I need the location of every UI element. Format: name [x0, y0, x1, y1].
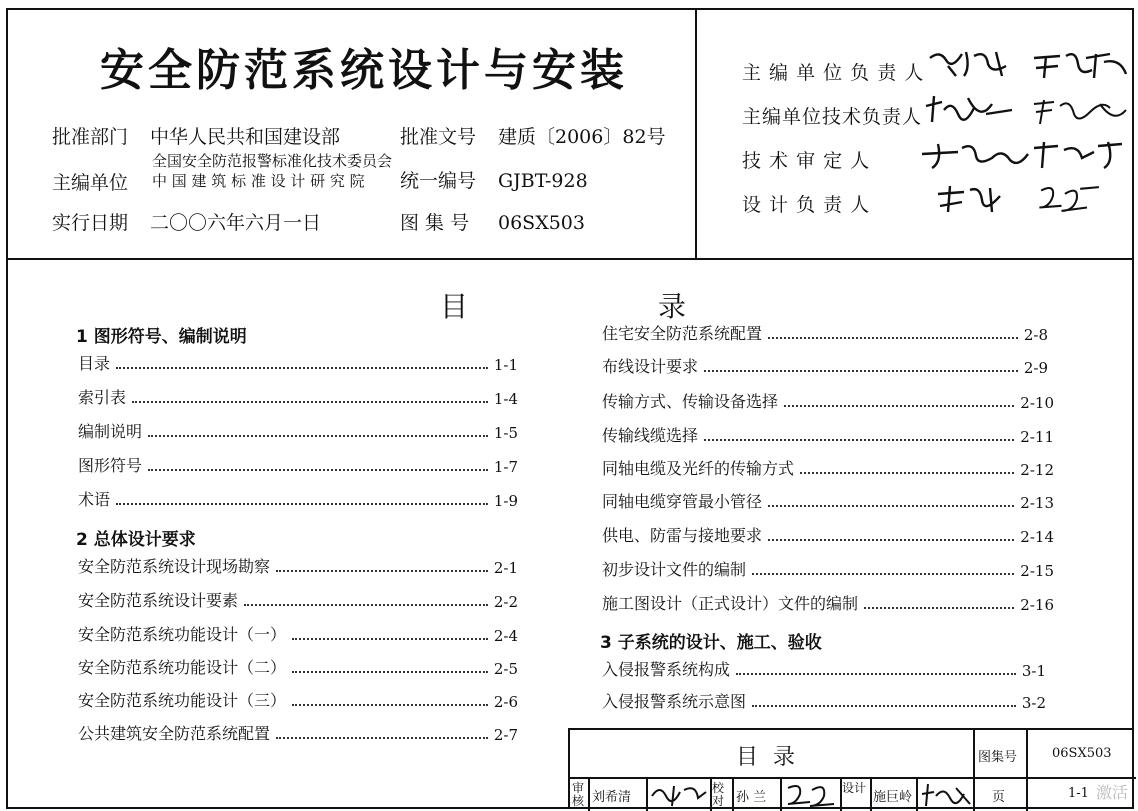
check-signature — [784, 780, 838, 808]
toc-item-page: 1-4 — [493, 390, 518, 408]
title-block-review-name: 刘希清 — [592, 790, 632, 805]
toc-item[interactable] — [602, 490, 1054, 512]
toc-item[interactable] — [78, 689, 518, 711]
toc-item-title: 安全防范系统功能设计（一） — [78, 625, 287, 644]
title-block-vdivider — [646, 777, 648, 811]
toc-item-title: 施工图设计（正式设计）文件的编制 — [602, 594, 859, 613]
toc-leader — [148, 435, 488, 437]
toc-item-title: 入侵报警系统构成 — [602, 660, 731, 679]
toc-item-title: 入侵报警系统示意图 — [602, 692, 747, 711]
toc-item-title: 图形符号 — [78, 456, 143, 475]
toc-item-page: 3-1 — [1021, 662, 1046, 680]
atlas-no-value: 06SX503 — [498, 212, 585, 234]
toc-item-page: 2-1 — [493, 559, 518, 577]
responsible-chief-unit-head: 主 编 单 位 负 责 人 — [742, 62, 925, 84]
atlas-no — [400, 208, 585, 235]
toc-heading-left: 目 — [440, 290, 469, 323]
title-block-page-no: 1-1 — [1068, 786, 1089, 801]
toc-leader — [292, 638, 488, 640]
toc-item[interactable] — [78, 555, 518, 577]
toc-item-title: 安全防范系统功能设计（三） — [78, 691, 287, 710]
title-block-vdivider — [588, 777, 590, 811]
toc-item[interactable] — [602, 524, 1054, 546]
toc-leader — [292, 704, 488, 706]
title-block-vdivider — [780, 777, 782, 811]
toc-item-title: 索引表 — [78, 388, 127, 407]
toc-item-page: 3-2 — [1021, 694, 1046, 712]
toc-item-title: 传输方式、传输设备选择 — [602, 392, 779, 411]
toc-item-page: 1-9 — [493, 492, 518, 510]
signature-1b — [1030, 48, 1130, 82]
signature-4b — [1030, 182, 1110, 216]
toc-section-3: 3 子系统的设计、施工、验收 — [600, 633, 822, 653]
editor-unit-label: 主编单位 — [52, 172, 129, 194]
title-block-page-label: 页 — [992, 790, 1006, 805]
toc-leader — [704, 370, 1018, 372]
toc-item[interactable] — [602, 424, 1054, 446]
header-vertical-divider — [695, 8, 697, 259]
toc-item-title: 布线设计要求 — [602, 357, 699, 376]
title-block-vdivider — [732, 777, 734, 811]
toc-leader — [116, 367, 488, 369]
toc-leader — [148, 469, 488, 471]
signature-3 — [918, 138, 1128, 172]
toc-item-title: 目录 — [78, 354, 111, 373]
toc-leader — [736, 673, 1016, 675]
toc-item-page: 2-13 — [1020, 494, 1054, 512]
toc-item[interactable] — [602, 592, 1054, 614]
toc-item-page: 2-9 — [1023, 359, 1048, 377]
title-block-review-label: 审核 — [572, 781, 585, 808]
page-title: 安全防范系统设计与安装 — [100, 45, 628, 96]
signature-2a — [922, 92, 1016, 126]
signature-2b — [1030, 94, 1130, 128]
title-block-check-name: 孙 兰 — [736, 790, 767, 805]
toc-leader — [864, 607, 1014, 609]
toc-item[interactable] — [602, 690, 1046, 712]
toc-leader — [768, 539, 1014, 541]
toc-item-title: 公共建筑安全防范系统配置 — [78, 724, 271, 743]
toc-leader — [768, 337, 1018, 339]
toc-item[interactable] — [78, 386, 518, 408]
atlas-no-label: 图 集 号 — [400, 212, 470, 234]
toc-item-page: 2-12 — [1020, 461, 1054, 479]
toc-leader — [800, 472, 1014, 474]
toc-leader — [116, 503, 488, 505]
toc-leader — [276, 737, 488, 739]
editor-unit-line1: 全国安全防范报警标准化技术委员会 — [152, 152, 393, 170]
design-signature — [920, 780, 972, 808]
effective-date-value: 二〇〇六年六月一日 — [150, 212, 322, 234]
toc-leader — [752, 573, 1014, 575]
title-block-divider — [570, 777, 1136, 779]
toc-item[interactable] — [78, 656, 518, 678]
toc-item-title: 安全防范系统设计现场勘察 — [78, 557, 271, 576]
title-block-atlas-no: 06SX503 — [1052, 746, 1112, 761]
approval-no — [400, 122, 666, 149]
toc-item-title: 术语 — [78, 490, 111, 509]
toc-item-page: 2-10 — [1020, 394, 1054, 412]
title-block-design-name: 施巨岭 — [873, 790, 913, 805]
toc-item-page: 2-5 — [493, 660, 518, 678]
toc-item-page: 2-8 — [1023, 326, 1048, 344]
approval-no-value: 建质〔2006〕82号 — [498, 126, 666, 148]
unified-no-value: GJBT-928 — [498, 170, 588, 192]
toc-item-title: 安全防范系统设计要素 — [78, 591, 239, 610]
unified-no — [400, 166, 588, 193]
responsible-design-head: 设 计 负 责 人 — [742, 194, 871, 216]
responsible-technical-head: 主编单位技术负责人 — [742, 106, 923, 128]
toc-section-2: 2 总体设计要求 — [76, 530, 196, 550]
toc-item-page: 2-15 — [1020, 562, 1054, 580]
watermark-text: 激活 — [1096, 783, 1129, 802]
toc-item[interactable] — [602, 457, 1054, 479]
toc-item[interactable] — [78, 722, 518, 744]
toc-item[interactable] — [602, 390, 1054, 412]
toc-item[interactable] — [78, 589, 518, 611]
title-block-atlas-label: 图集号 — [978, 750, 1018, 765]
toc-item-title: 住宅安全防范系统配置 — [602, 324, 763, 343]
approval-dept — [52, 122, 340, 149]
title-block-vdivider — [973, 730, 975, 811]
toc-item[interactable] — [78, 454, 518, 476]
responsible-technical-reviewer: 技 术 审 定 人 — [742, 150, 871, 172]
toc-item-title: 同轴电缆及光纤的传输方式 — [602, 459, 795, 478]
toc-section-1: 1 图形符号、编制说明 — [76, 327, 247, 347]
editor-unit-line2: 中 国 建 筑 标 准 设 计 研 究 院 — [152, 172, 365, 190]
title-block-vdivider — [870, 777, 872, 811]
toc-item[interactable] — [78, 488, 518, 510]
toc-item[interactable] — [78, 623, 518, 645]
toc-item[interactable] — [602, 322, 1048, 344]
approval-no-label: 批准文号 — [400, 126, 477, 148]
signature-4a — [934, 182, 1014, 216]
signature-1a — [926, 46, 1016, 80]
toc-item[interactable] — [602, 355, 1048, 377]
toc-heading-right: 录 — [658, 290, 687, 323]
effective-date — [52, 208, 321, 235]
toc-item-title: 编制说明 — [78, 422, 143, 441]
toc-item-page: 2-4 — [493, 627, 518, 645]
toc-item[interactable] — [602, 558, 1054, 580]
toc-leader — [292, 671, 488, 673]
toc-leader — [784, 405, 1014, 407]
toc-item-page: 2-14 — [1020, 528, 1054, 546]
toc-item-page: 1-7 — [493, 458, 518, 476]
toc-item-page: 2-6 — [493, 693, 518, 711]
toc-leader — [244, 604, 488, 606]
toc-item-title: 初步设计文件的编制 — [602, 560, 747, 579]
approval-dept-label: 批准部门 — [52, 126, 129, 148]
toc-leader — [704, 439, 1014, 441]
toc-item-page: 2-7 — [493, 726, 518, 744]
toc-leader — [132, 401, 488, 403]
toc-item[interactable] — [78, 352, 518, 374]
toc-item[interactable] — [78, 420, 518, 442]
toc-item-page: 2-16 — [1020, 596, 1054, 614]
toc-leader — [752, 705, 1016, 707]
approval-dept-value: 中华人民共和国建设部 — [150, 126, 341, 148]
toc-item-title: 传输线缆选择 — [602, 426, 699, 445]
title-block-vdivider — [1026, 730, 1028, 811]
toc-item-title: 安全防范系统功能设计（二） — [78, 658, 287, 677]
toc-item-page: 2-2 — [493, 593, 518, 611]
toc-item-title: 同轴电缆穿管最小管径 — [602, 492, 763, 511]
toc-leader — [768, 505, 1014, 507]
title-block-check-label: 校对 — [712, 781, 725, 808]
review-signature — [650, 780, 708, 808]
toc-item-title: 供电、防雷与接地要求 — [602, 526, 763, 545]
toc-item-page: 1-1 — [493, 356, 518, 374]
effective-date-label: 实行日期 — [52, 212, 129, 234]
unified-no-label: 统一编号 — [400, 170, 477, 192]
toc-item-page: 2-11 — [1020, 428, 1054, 446]
header-divider — [6, 258, 1134, 260]
toc-item[interactable] — [602, 658, 1046, 680]
toc-leader — [276, 570, 488, 572]
toc-item-page: 1-5 — [493, 424, 518, 442]
title-block-vdivider — [916, 777, 918, 811]
title-block — [568, 728, 1134, 809]
title-block-sheet-title: 目 录 — [736, 745, 799, 770]
title-block-design-label: 设计 — [842, 781, 867, 795]
